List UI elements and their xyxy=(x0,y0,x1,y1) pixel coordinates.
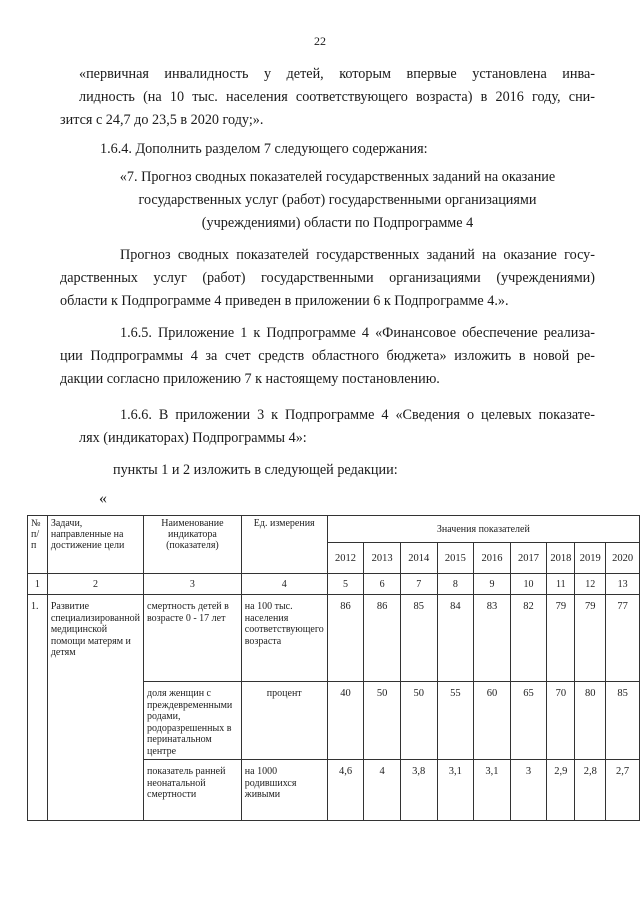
row-number: 1. xyxy=(28,595,48,821)
value-cell: 79 xyxy=(547,595,575,682)
value-cell: 40 xyxy=(327,682,364,760)
value-cell: 60 xyxy=(474,682,511,760)
year-cell: 2016 xyxy=(474,543,511,574)
column-index: 5 xyxy=(327,574,364,595)
value-cell: 55 xyxy=(437,682,474,760)
value-cell: 77 xyxy=(606,595,640,682)
paragraph-line: зится с 24,7 до 23,5 в 2020 году;». xyxy=(60,112,264,128)
task-cell: Развитие специализированной медицинской помощи матерям и детям xyxy=(47,595,143,821)
opening-quote: « xyxy=(99,490,107,507)
value-cell: 2,8 xyxy=(575,760,606,821)
value-cell: 50 xyxy=(400,682,437,760)
column-index: 2 xyxy=(47,574,143,595)
year-cell: 2015 xyxy=(437,543,474,574)
value-cell: 86 xyxy=(364,595,401,682)
page-number: 22 xyxy=(314,34,326,48)
header-task: Задачи, направленные на достижение цели xyxy=(47,516,143,574)
paragraph-line: пункты 1 и 2 изложить в следующей редакции: xyxy=(113,462,398,478)
value-cell: 3 xyxy=(510,760,547,821)
column-index: 6 xyxy=(364,574,401,595)
year-cell: 2018 xyxy=(547,543,575,574)
table-header-row xyxy=(28,516,640,543)
column-index: 8 xyxy=(437,574,474,595)
paragraph-line: лидность (на 10 тыс. населения соответствующего возраста) в 2016 году, сни- xyxy=(79,89,595,105)
paragraph-line: «первичная инвалидность у детей, которым впервые установлена инва- xyxy=(79,66,595,82)
value-cell: 70 xyxy=(547,682,575,760)
value-cell: 65 xyxy=(510,682,547,760)
header-values: Значения показателей xyxy=(327,516,639,543)
section-heading: государственных услуг (работ) государственными организациями xyxy=(138,192,537,208)
column-index: 11 xyxy=(547,574,575,595)
value-cell: 83 xyxy=(474,595,511,682)
year-cell: 2020 xyxy=(606,543,640,574)
section-heading: «7. Прогноз сводных показателей государственных заданий на оказание xyxy=(119,169,556,185)
value-cell: 79 xyxy=(575,595,606,682)
year-cell: 2013 xyxy=(364,543,401,574)
column-index: 1 xyxy=(28,574,48,595)
value-cell: 3,1 xyxy=(437,760,474,821)
unit-cell: на 1000 родившихся живыми xyxy=(241,760,327,821)
column-index: 3 xyxy=(144,574,242,595)
year-cell: 2017 xyxy=(510,543,547,574)
paragraph-line: Прогноз сводных показателей государственных заданий на оказание госу- xyxy=(120,247,595,263)
value-cell: 85 xyxy=(606,682,640,760)
header-num: № п/п xyxy=(28,516,48,574)
column-index: 7 xyxy=(400,574,437,595)
indicator-cell: смертность детей в возрасте 0 - 17 лет xyxy=(144,595,242,682)
paragraph-line: области к Подпрограмме 4 приведен в приложении 6 к Подпрограмме 4.». xyxy=(60,293,509,309)
indicators-table xyxy=(27,515,640,821)
header-indicator: Наименование индикатора (показателя) xyxy=(144,516,242,574)
paragraph-line: 1.6.5. Приложение 1 к Подпрограмме 4 «Финансовое обеспечение реализа- xyxy=(120,325,595,341)
table-row xyxy=(28,595,640,682)
year-cell: 2014 xyxy=(400,543,437,574)
value-cell: 3,8 xyxy=(400,760,437,821)
paragraph-line: дакции согласно приложению 7 к настоящему постановлению. xyxy=(60,371,440,387)
value-cell: 82 xyxy=(510,595,547,682)
value-cell: 80 xyxy=(575,682,606,760)
value-cell: 4 xyxy=(364,760,401,821)
value-cell: 50 xyxy=(364,682,401,760)
value-cell: 86 xyxy=(327,595,364,682)
value-cell: 84 xyxy=(437,595,474,682)
value-cell: 4,6 xyxy=(327,760,364,821)
column-index: 12 xyxy=(575,574,606,595)
indicator-cell: доля женщин с преждевременными родами, родоразрешенных в перинатальном центре xyxy=(144,682,242,760)
column-index: 9 xyxy=(474,574,511,595)
column-index: 4 xyxy=(241,574,327,595)
header-unit: Ед. измерения xyxy=(241,516,327,574)
value-cell: 2,7 xyxy=(606,760,640,821)
column-index-row xyxy=(28,574,640,595)
paragraph-line: дарственных услуг (работ) государственными организациями (учреждениями) xyxy=(60,270,595,286)
year-cell: 2012 xyxy=(327,543,364,574)
paragraph-line: 1.6.4. Дополнить разделом 7 следующего содержания: xyxy=(100,141,428,157)
section-heading: (учреждениями) области по Подпрограмме 4 xyxy=(201,215,474,231)
paragraph-line: 1.6.6. В приложении 3 к Подпрограмме 4 «Сведения о целевых показате- xyxy=(120,407,595,423)
value-cell: 3,1 xyxy=(474,760,511,821)
value-cell: 85 xyxy=(400,595,437,682)
paragraph-line: ции Подпрограммы 4 за счет средств областного бюджета» изложить в новой ре- xyxy=(60,348,595,364)
unit-cell: на 100 тыс. населения соответствующего возраста xyxy=(241,595,327,682)
paragraph-line: лях (индикаторах) Подпрограммы 4»: xyxy=(79,430,307,446)
column-index: 13 xyxy=(606,574,640,595)
indicator-cell: показатель ранней неонатальной смертности xyxy=(144,760,242,821)
column-index: 10 xyxy=(510,574,547,595)
value-cell: 2,9 xyxy=(547,760,575,821)
unit-cell: процент xyxy=(241,682,327,760)
year-cell: 2019 xyxy=(575,543,606,574)
